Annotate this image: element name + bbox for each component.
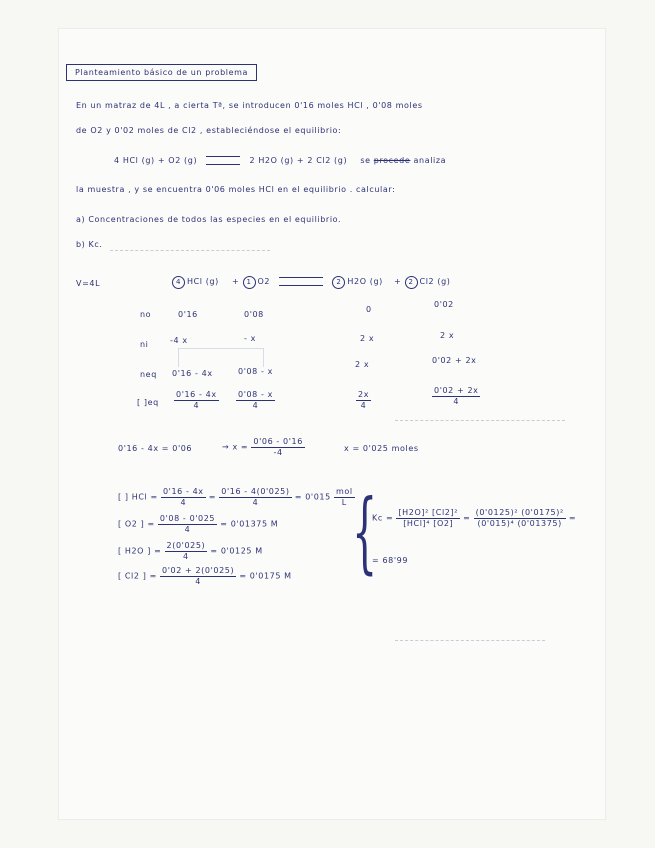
kc-f2-num: (0'0125)² (0'0175)²	[475, 508, 564, 517]
coefficient-hcl: 4	[172, 276, 185, 289]
conc-hcl-label: [ ] HCl =	[118, 492, 158, 502]
conc-cl2-line	[118, 566, 292, 586]
conc-cl2-den: 4	[453, 396, 460, 406]
conc-h2o-label: [ H2O ] =	[118, 546, 162, 556]
conc-cl2-result: = 0'0175 M	[239, 571, 292, 581]
kc-expression: Kc = $\frac{\text{[H2O]² [Cl2]²}}{\text{[HCl]⁴ [O2]}}$ = $\frac{\text{(0'0125)² (0'0175)²}}{\text{(0'015)⁴ (0'01375)}}$ =	[372, 508, 577, 528]
cell-neq-hcl: 0'16 - 4x	[172, 369, 213, 378]
row-label-ni: ni	[140, 340, 149, 349]
cell-conc-o2	[236, 390, 275, 410]
cell-neq-cl2: 0'02 + 2x	[432, 356, 477, 365]
conc-h2o-result: = 0'0125 M	[210, 546, 263, 556]
reaction-struck-word: procede	[373, 156, 411, 165]
bleed-through-line	[395, 420, 565, 421]
solve-result: x = 0'025 moles	[344, 444, 419, 453]
conc-cl2-num: 0'02 + 2x	[434, 386, 479, 395]
cell-conc-hcl	[174, 390, 219, 410]
reaction-se: se	[360, 156, 371, 165]
row-label-conc: [ ]eq	[137, 398, 159, 407]
conc-o2-result: = 0'01375 M	[220, 519, 279, 529]
conc-h2o-line	[118, 541, 263, 561]
page-title: Planteamiento básico de un problema	[66, 64, 257, 81]
conc-o2-line-den: 4	[184, 524, 191, 534]
paper-sheet	[58, 28, 606, 820]
solve-equation: 0'16 - 4x = 0'06	[118, 444, 193, 453]
conc-hcl-line: [ ] HCl = $\frac{0'16 - 4x}{4}$ = $\frac{0'16 - 4(0'025)}{4}$ = 0'015 $\frac{\text{mol}}{L}$	[118, 487, 353, 507]
statement-line-2: de O2 y 0'02 moles de Cl2 , estableciéndose el equilibrio:	[76, 126, 342, 135]
conc-hcl-f2-den: 4	[252, 497, 259, 507]
cell-ni-hcl: -4 x	[170, 336, 188, 345]
solve-arrow: → x =	[222, 442, 249, 452]
conc-hcl-f1-den: 4	[180, 497, 187, 507]
conc-hcl-f2-num: 0'16 - 4(0'025)	[221, 487, 290, 496]
coefficient-cl2: 2	[405, 276, 418, 289]
conc-cl2-line-den: 4	[195, 576, 201, 586]
conc-h2o-num: 2x	[358, 390, 370, 399]
conc-h2o-den: 4	[360, 400, 367, 410]
solve-num: 0'06 - 0'16	[253, 437, 303, 446]
conc-o2-num: 0'08 - x	[238, 390, 273, 399]
cell-ni-h2o: 2 x	[360, 334, 375, 343]
bleed-through-line	[110, 250, 270, 251]
kc-result: = 68'99	[372, 556, 409, 565]
equilibrium-arrow-icon	[279, 277, 323, 286]
species-cl2: Cl2 (g)	[419, 277, 451, 286]
cell-conc-cl2	[432, 386, 480, 406]
conc-hcl-unit-den: L	[341, 497, 347, 507]
cell-no-hcl: 0'16	[178, 310, 198, 319]
cell-ni-o2: - x	[244, 334, 256, 343]
cell-conc-h2o	[356, 390, 371, 410]
row-label-no: no	[140, 310, 152, 319]
reaction-reactants: 4 HCl (g) + O2 (g)	[114, 156, 198, 165]
faint-bracket	[178, 348, 264, 367]
solve-expression	[222, 437, 305, 457]
conc-h2o-line-den: 4	[183, 551, 189, 561]
kc-f1-den: [HCl]⁴ [O2]	[403, 518, 454, 528]
conc-hcl-result: = 0'015	[294, 492, 331, 502]
conc-o2-den: 4	[252, 400, 259, 410]
kc-f1-num: [H2O]² [Cl2]²	[398, 508, 458, 517]
conc-hcl-num: 0'16 - 4x	[176, 390, 217, 399]
conc-h2o-line-num: 2(0'025)	[166, 541, 206, 550]
conc-hcl-den: 4	[193, 400, 200, 410]
cell-no-h2o: 0	[366, 305, 372, 314]
cell-neq-o2: 0'08 - x	[238, 367, 273, 376]
coefficient-o2: 1	[243, 276, 256, 289]
conc-hcl-unit-num: mol	[335, 487, 353, 496]
cell-ni-cl2: 2 x	[440, 331, 455, 340]
solve-den: -4	[273, 447, 283, 457]
statement-line-6: b) Kc.	[76, 240, 103, 249]
conc-o2-label: [ O2 ] =	[118, 519, 155, 529]
cell-neq-h2o: 2 x	[355, 360, 370, 369]
ice-reaction-header: 4 HCl (g) + 1 O2 2 H2O (g) + 2 Cl2 (g)	[172, 276, 450, 289]
conc-o2-line	[118, 514, 278, 534]
kc-label: Kc =	[372, 513, 394, 523]
volume-label: V=4L	[76, 279, 101, 288]
conc-o2-line-num: 0'08 - 0'025	[159, 514, 216, 523]
statement-line-1: En un matraz de 4L , a cierta Tª, se introducen 0'16 moles HCl , 0'08 moles	[76, 101, 423, 110]
reaction-products: 2 H2O (g) + 2 Cl2 (g)	[249, 156, 348, 165]
bleed-through-line	[395, 640, 545, 641]
brace-icon: {	[352, 480, 378, 583]
coefficient-h2o: 2	[332, 276, 345, 289]
kc-f2-den: (0'015)⁴ (0'01375)	[477, 518, 562, 528]
equilibrium-arrow-icon	[206, 156, 240, 165]
cell-no-cl2: 0'02	[434, 300, 454, 309]
species-h2o: H2O (g)	[347, 277, 383, 286]
reaction-after-word: analiza	[413, 156, 447, 165]
conc-hcl-f1-num: 0'16 - 4x	[162, 487, 204, 496]
statement-line-5: a) Concentraciones de todos las especies en el equilibrio.	[76, 215, 342, 224]
species-hcl: HCl (g)	[187, 277, 219, 286]
cell-no-o2: 0'08	[244, 310, 264, 319]
conc-cl2-label: [ Cl2 ] =	[118, 571, 157, 581]
species-o2: O2	[257, 277, 271, 286]
reaction-equation	[114, 156, 446, 165]
conc-cl2-line-num: 0'02 + 2(0'025)	[162, 566, 235, 575]
statement-line-4: la muestra , y se encuentra 0'06 moles HCl en el equilibrio . calcular:	[76, 185, 396, 194]
row-label-neq: neq	[140, 370, 157, 379]
